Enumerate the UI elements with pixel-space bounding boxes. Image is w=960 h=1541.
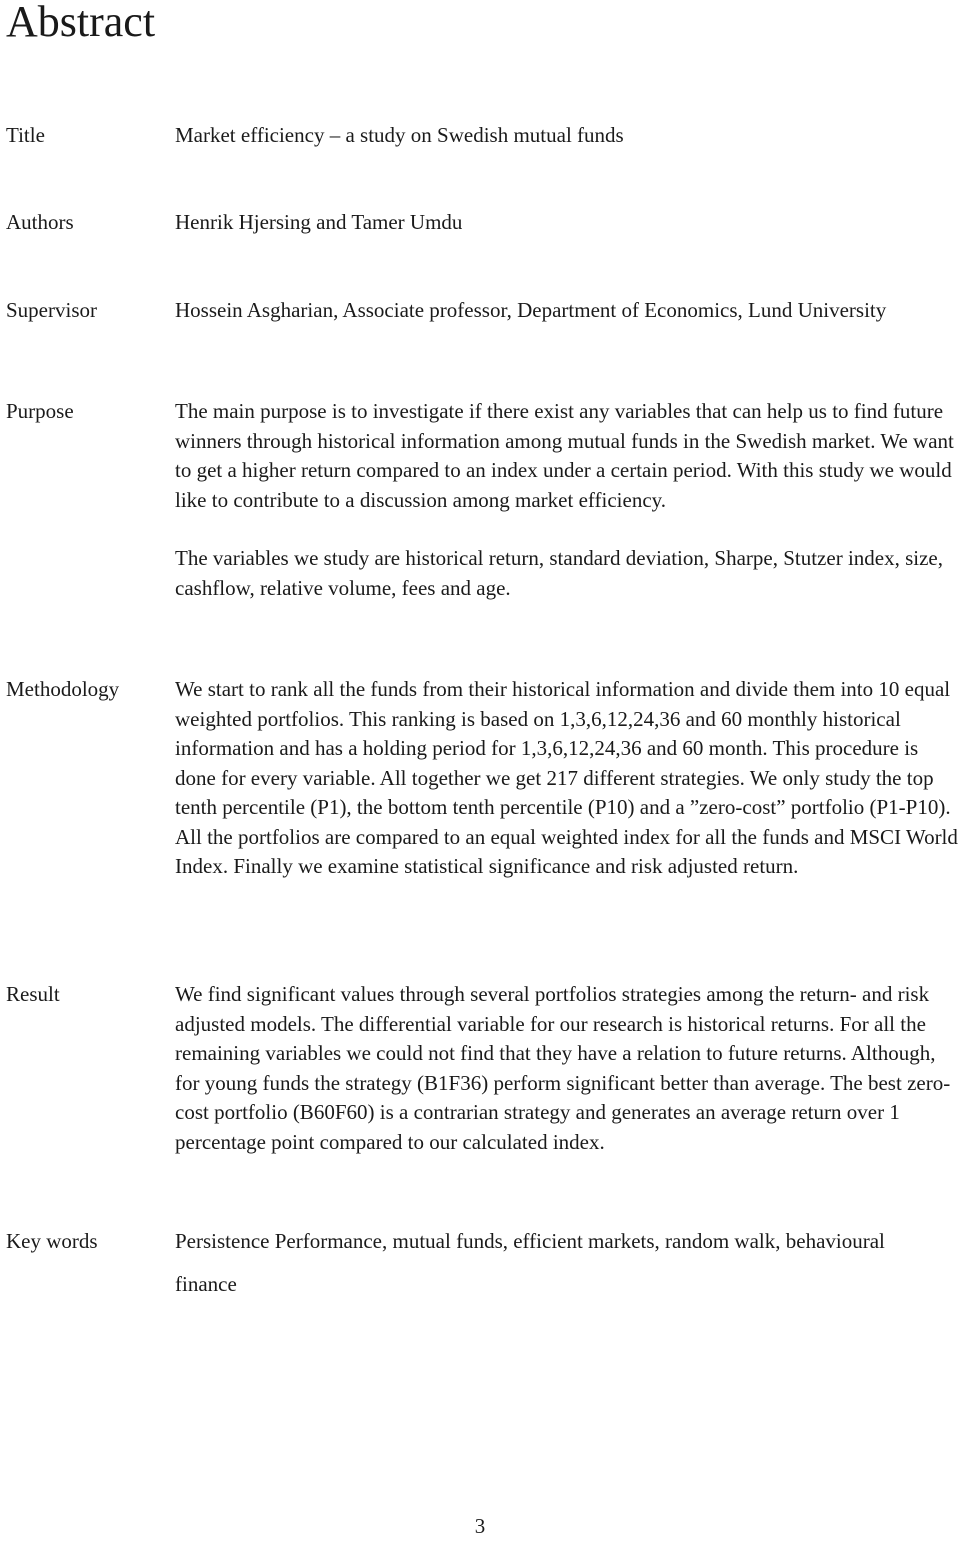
authors-label: Authors	[6, 210, 74, 234]
purpose-label: Purpose	[6, 399, 74, 423]
purpose-content	[175, 397, 955, 603]
authors-value: Henrik Hjersing and Tamer Umdu	[175, 210, 463, 234]
page-number: 3	[474, 1514, 486, 1538]
title-label: Title	[6, 123, 45, 147]
supervisor-value: Hossein Asgharian, Associate professor, Department of Economics, Lund University	[175, 298, 887, 322]
keywords-value: Persistence Performance, mutual funds, efficient markets, random walk, behavioural finance	[175, 1229, 885, 1296]
methodology-value: We start to rank all the funds from their historical information and divide them into 10 equal weighted portfolios. This ranking is based on 1,3,6,12,24,36 and 60 monthly historical information and has a holding period for 1,3,6,12,24,36 and 60 month. This procedure is done for every variable. All together we get 217 different strategies. We only study the top tenth percentile (P1), the bottom tenth percentile (P10) and a ”zero-cost” portfolio (P1-P10). All the portfolios are compared to an equal weighted index for all the funds and MSCI World Index. Finally we examine statistical significance and risk adjusted return.	[175, 677, 958, 878]
page-title: Abstract	[6, 0, 156, 46]
title-value: Market efficiency – a study on Swedish mutual funds	[175, 123, 624, 147]
result-label: Result	[6, 982, 60, 1006]
keywords-label: Key words	[6, 1229, 98, 1253]
result-value: We find significant values through several portfolios strategies among the return- and risk adjusted models. The differential variable for our research is historical returns. For all the remaining variables we could not find that they have a relation to future returns. Although, for young funds the strategy (B1F36) perform significant better than average. The best zero-cost portfolio (B60F60) is a contrarian strategy and generates an average return over 1 percentage point compared to our calculated index.	[175, 982, 951, 1154]
variables-paragraph: The variables we study are historical return, standard deviation, Sharpe, Stutzer index, size, cashflow, relative volume, fees and age.	[175, 546, 943, 600]
methodology-label: Methodology	[6, 677, 120, 701]
purpose-paragraph: The main purpose is to investigate if there exist any variables that can help us to find future winners through historical information among mutual funds in the Swedish market. We want to get a higher return compared to an index under a certain period. With this study we would like to contribute to a discussion among market efficiency.	[175, 399, 954, 512]
supervisor-label: Supervisor	[6, 298, 97, 322]
